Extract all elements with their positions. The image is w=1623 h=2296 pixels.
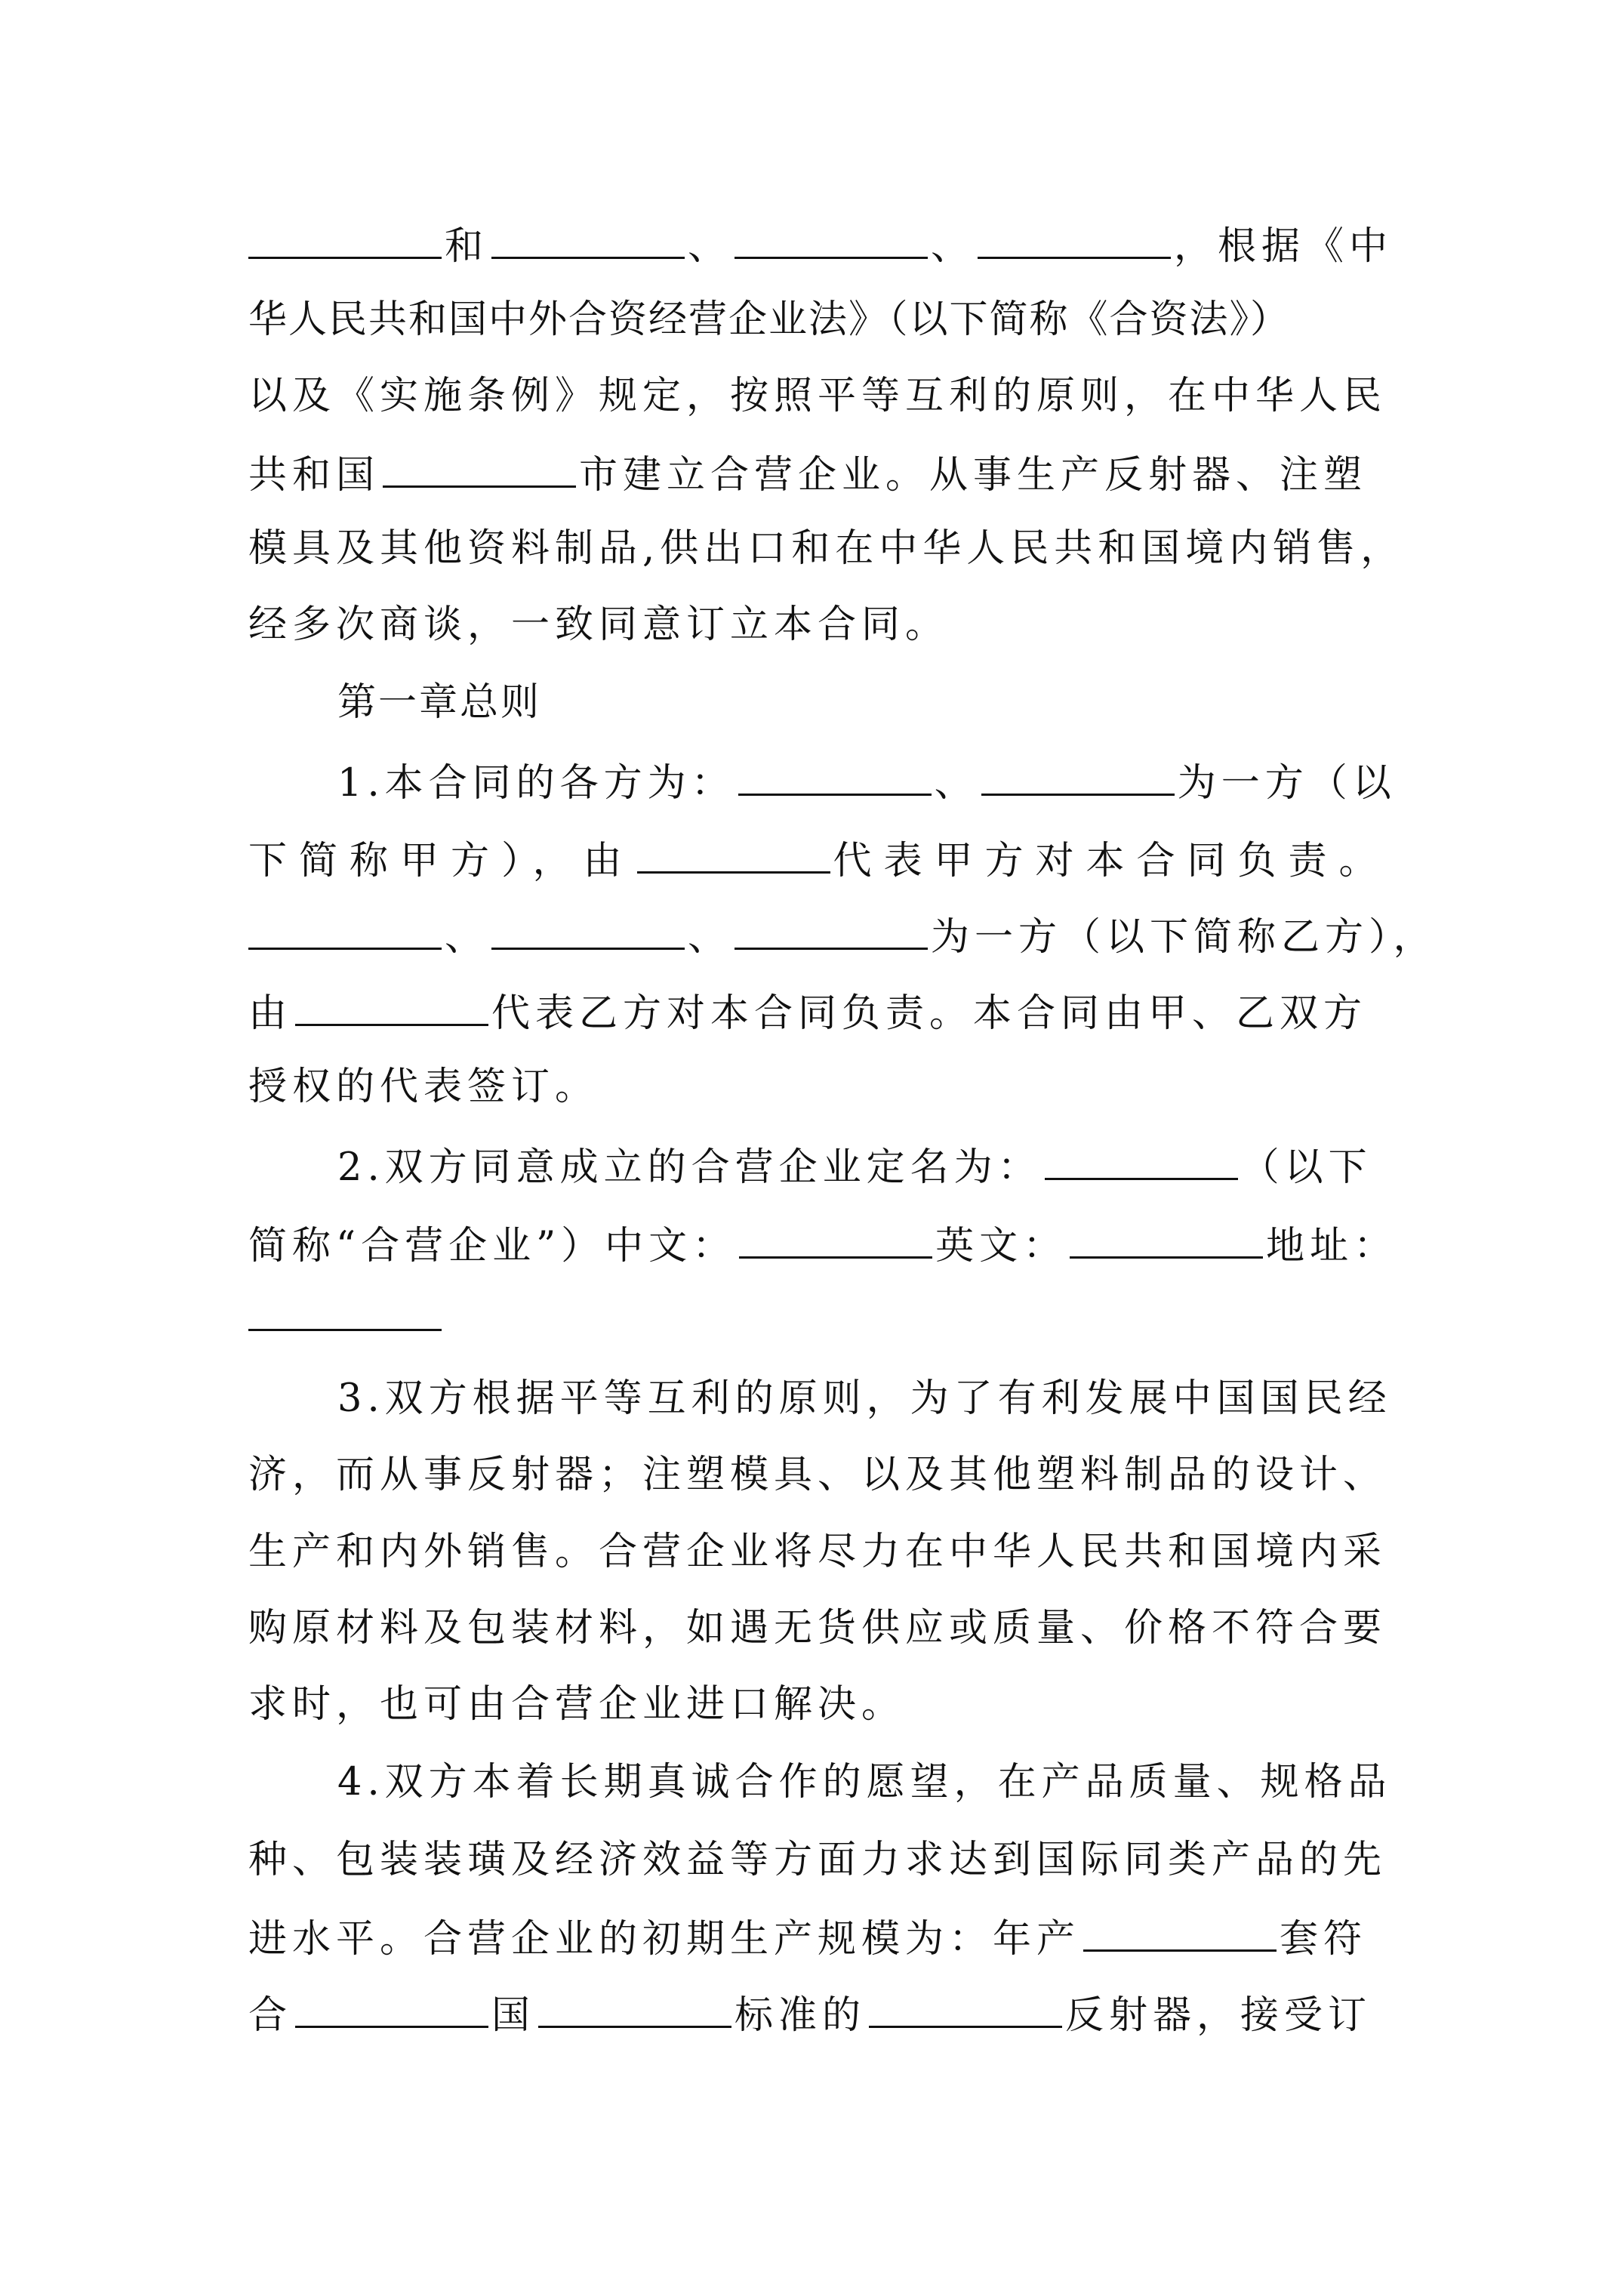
intro-line-2: 华人民共和国中外合资经营企业法》（以下简称《合资法》） (248, 297, 1291, 342)
intro-line-5: 模具及其他资料制品,供出口和在中华人民共和国境内销售， (248, 526, 1405, 571)
clause-2-line-1 (337, 1142, 1426, 1188)
clause-2-line-3 (248, 1293, 1426, 1339)
clause-text: 英文： (935, 1224, 1067, 1268)
clause-1-line-4 (248, 988, 1426, 1034)
clause-3-line-2: 济，而从事反射器；注塑模具、以及其他塑料制品的设计、 (248, 1453, 1387, 1497)
clause-text: 下简称甲方），由 (248, 839, 634, 883)
clause-2-line-2 (248, 1220, 1426, 1267)
clause-1-line-1 (337, 757, 1426, 804)
intro-text: 、 (688, 224, 732, 269)
blank-line (491, 911, 685, 950)
intro-line-1 (248, 220, 1426, 267)
blank-line (735, 911, 928, 950)
clause-text: 简称“合营企业”）中文： (248, 1224, 737, 1268)
blank-line (295, 1989, 488, 2028)
clause-text: 、 (445, 915, 489, 960)
blank-line (637, 835, 830, 874)
clause-4-line-2: 种、包装装璜及经济效益等方面力求达到国际同类产品的先 (248, 1838, 1387, 1882)
clause-1-line-2 (248, 835, 1426, 882)
blank-line (295, 988, 488, 1026)
intro-text: ，根据《中 (1174, 224, 1394, 269)
blank-line (735, 220, 928, 259)
clause-text: 为一方（以 (1177, 761, 1397, 806)
chapter-title: 第一章总则 (337, 680, 542, 725)
blank-line (491, 220, 685, 259)
clause-text: 、 (688, 915, 732, 960)
blank-line (248, 1293, 442, 1331)
clause-1-line-3 (248, 911, 1437, 960)
blank-line (248, 220, 442, 259)
clause-text: 代表甲方对本合同负责。 (833, 839, 1390, 883)
clause-text: 代表乙方对本合同负责。本合同由甲、乙双方 (491, 991, 1368, 1036)
intro-line-4 (248, 449, 1426, 496)
clause-4-line-3 (248, 1913, 1426, 1960)
clause-3-line-4: 购原材料及包装材料，如遇无货供应或质量、价格不符合要 (248, 1606, 1387, 1650)
clause-text: 地址： (1266, 1224, 1398, 1268)
clause-4-line-1: 4.双方本着长期真诚合作的愿望，在产品质量、规格品 (337, 1760, 1392, 1804)
clause-text: 套符 (1280, 1917, 1368, 1962)
clause-text: （以下 (1240, 1145, 1372, 1190)
clause-text: 2.双方同意成立的合营企业定名为： (337, 1145, 1042, 1190)
clause-4-line-4 (248, 1989, 1426, 2036)
blank-line (981, 757, 1175, 796)
blank-line (538, 1989, 731, 2028)
clause-text: 由 (248, 991, 293, 1036)
intro-text: 、 (931, 224, 975, 269)
clause-3-line-5: 求时，也可由合营企业进口解决。 (248, 1682, 906, 1727)
clause-1-line-5: 授权的代表签订。 (248, 1065, 599, 1109)
clause-text: 、 (934, 761, 978, 806)
intro-line-3: 以及《实施条例》规定，按照平等互利的原则，在中华人民 (248, 374, 1387, 418)
clause-text: 1.本合同的各方为： (337, 761, 735, 806)
intro-text: 和 (445, 224, 489, 269)
intro-text: 市建立合营企业。从事生产反射器、注塑 (579, 453, 1368, 498)
intro-text: 共和国 (248, 453, 380, 498)
clause-text: 反射器，接受订 (1065, 1993, 1372, 2038)
blank-line (869, 1989, 1062, 2028)
clause-text: 合 (248, 1993, 293, 2038)
clause-text: 标准的 (735, 1993, 867, 2038)
blank-line (1070, 1220, 1263, 1259)
blank-line (738, 757, 932, 796)
clause-3-line-1: 3.双方根据平等互利的原则，为了有利发展中国国民经 (337, 1376, 1392, 1421)
blank-line (1083, 1913, 1277, 1952)
blank-line (978, 220, 1171, 259)
clause-text: 进水平。合营企业的初期生产规模为：年产 (248, 1917, 1081, 1962)
blank-line (248, 911, 442, 950)
blank-line (739, 1220, 932, 1259)
blank-line (383, 449, 576, 488)
clause-3-line-3: 生产和内外销售。合营企业将尽力在中华人民共和国境内采 (248, 1530, 1387, 1574)
clause-text: 为一方（以下简称乙方）， (931, 915, 1437, 960)
clause-text: 国 (491, 1993, 536, 2038)
intro-line-6: 经多次商谈，一致同意订立本合同。 (248, 603, 950, 647)
blank-line (1045, 1142, 1238, 1180)
